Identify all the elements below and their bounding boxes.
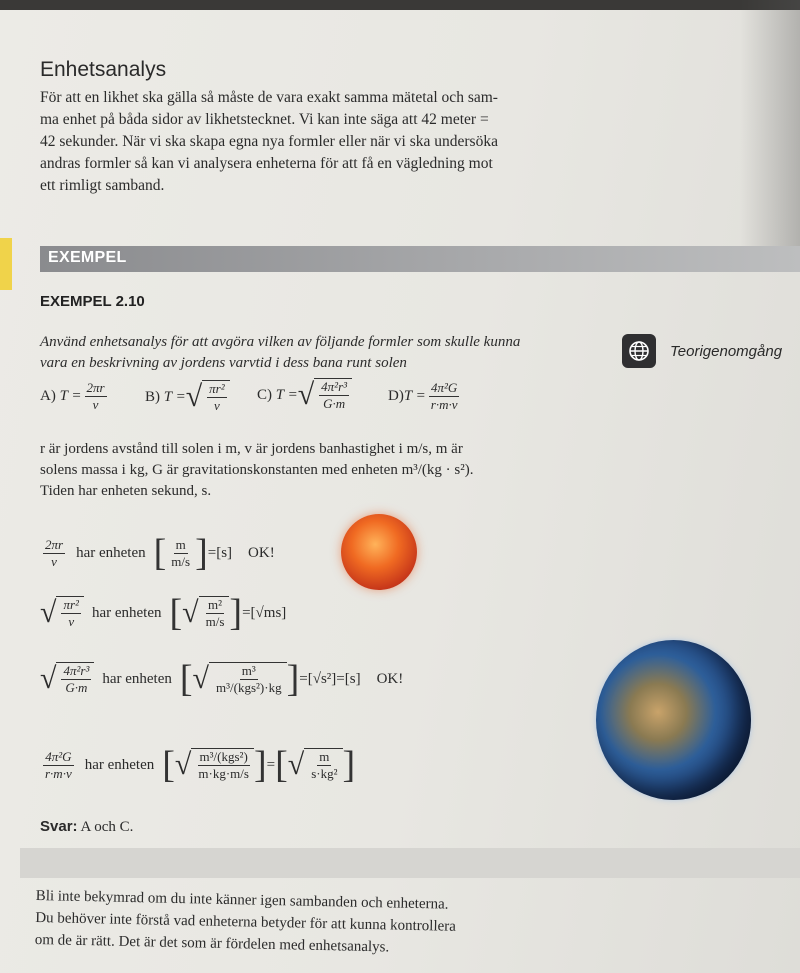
row-a-unit	[169, 537, 192, 570]
has-unit-text: har enheten	[76, 544, 146, 561]
fraction-denominator: G·m	[323, 396, 346, 411]
fraction-numerator: 2πr	[86, 380, 105, 395]
example-task	[40, 332, 560, 374]
option-c-lhs: T =	[275, 386, 298, 403]
fraction-numerator: m³	[241, 663, 256, 678]
unit-analysis-row-a: $\frac{2\pi r}{v}$ har enheten [ $\frac{m}{m/s}$ ] = [s] OK!	[45, 532, 275, 574]
intro-line: För att en likhet ska gälla så måste de vara exakt samma mätetal och sam-	[40, 89, 498, 106]
fraction-numerator: m²	[208, 597, 223, 612]
fraction-denominator: m/s	[171, 553, 191, 569]
row-b-result: [√ms]	[250, 604, 287, 621]
unit-analysis-row-b: √ $\frac{\text{πr²}}{v}$ har enheten [ √ $\frac{\text{m²}}{m/s}$ ] = [√ms]	[40, 592, 287, 634]
row-c-sqrt: √ $\frac{\text{4π²r³}}{G\cdot m}$	[40, 662, 94, 696]
row-d-result-sqrt: √ $\frac{m}{\text{s·kg²}}$	[288, 748, 343, 782]
has-unit-text: har enheten	[102, 670, 172, 687]
section-heading: Enhetsanalys	[40, 58, 167, 81]
fraction-denominator: r·m·v	[430, 397, 458, 412]
footer-note	[35, 885, 556, 962]
row-a-ok: OK!	[248, 544, 275, 561]
globe-icon	[622, 334, 656, 368]
fraction-denominator: v	[68, 614, 75, 629]
option-d-label: D)	[388, 388, 404, 404]
answer-label: Svar:	[40, 818, 78, 835]
row-d-unit-sqrt: √ $\frac{\text{m³/(kgs²)}}{m\cdot kg\cdot m/s}$	[175, 748, 254, 782]
fraction-numerator: 2πr	[45, 536, 64, 552]
row-b-expression	[61, 597, 80, 630]
has-unit-text: har enheten	[91, 604, 162, 621]
row-c-intermediate: [√s²]	[307, 670, 337, 687]
row-b-unit	[204, 597, 227, 630]
fraction-numerator: m³/(kgs²)	[199, 749, 248, 764]
fraction-numerator: m	[175, 536, 186, 552]
option-b-label: B)	[145, 388, 160, 405]
option-c-sqrt: √ $\frac{\text{4π²r³}}{G\cdot m}$	[298, 378, 352, 412]
row-c-ok: OK!	[376, 670, 404, 687]
fraction-numerator: 4π²G	[430, 380, 458, 395]
task-line: vara en beskrivning av jordens varvtid i dess bana runt solen	[40, 355, 407, 371]
row-c-expression	[61, 663, 91, 696]
earth-image	[596, 640, 751, 800]
option-a	[40, 380, 110, 413]
option-c-label: C)	[257, 386, 272, 403]
definition-line: Tiden har enheten sekund, s.	[40, 483, 212, 499]
option-b-lhs: T =	[163, 388, 186, 405]
option-b-fraction	[207, 381, 226, 414]
fraction-numerator: m	[319, 749, 330, 764]
fraction-denominator: v	[51, 553, 57, 569]
task-line: Använd enhetsanalys för att avgöra vilken av följande formler som skulle kunna	[40, 334, 521, 350]
row-a-expression	[43, 537, 65, 570]
fraction-numerator: πr²	[63, 597, 79, 612]
unit-analysis-row-d: $\frac{\text{4π²G}}{r\cdot m\cdot v}$ har enheten [ √ $\frac{\text{m³/(kgs²)}}{m\cdot kg\cdot m/s}$ ] = [ √ $\frac{m}{\text{s·kg²}}$ ]	[45, 744, 356, 786]
option-a-label: A)	[40, 388, 56, 404]
option-d	[388, 380, 463, 413]
fraction-denominator: m·kg·m/s	[198, 766, 249, 781]
example-banner-label: EXEMPEL	[48, 249, 127, 266]
row-d-result	[309, 749, 339, 782]
option-d-fraction	[429, 380, 460, 413]
intro-line: ma enhet på båda sidor av likhetstecknet. Vi kan inte säga att 42 meter =	[40, 111, 489, 128]
theory-label: Teorigenomgång	[670, 342, 783, 360]
answer-value: A och C.	[80, 819, 134, 835]
definition-line: r är jordens avstånd till solen i m, v är jordens banhastighet i m/s, m är	[40, 441, 463, 457]
theory-link[interactable]	[622, 334, 782, 368]
yellow-margin-tab	[0, 238, 12, 290]
intro-line: 42 sekunder. När vi ska skapa egna nya formler eller när vi ska undersöka	[40, 133, 498, 150]
definition-line: solens massa i kg, G är gravitationskonstanten med enheten m³/(kg · s²).	[40, 462, 474, 478]
row-b-sqrt: √ $\frac{\text{πr²}}{v}$	[40, 596, 84, 630]
row-a-result: [s]	[216, 544, 233, 561]
option-a-lhs: T =	[59, 388, 82, 404]
option-c-fraction	[319, 379, 349, 412]
fraction-denominator: v	[214, 398, 220, 413]
option-d-lhs: T =	[403, 388, 426, 404]
unit-analysis-row-c: √ $\frac{\text{4π²r³}}{G\cdot m}$ har enheten [ √ $\frac{\text{m³}}{\text{m³/(kgs²)·kg}}$ ] = [√s²] = [s] OK!	[40, 658, 404, 700]
option-a-fraction	[85, 380, 107, 413]
fraction-numerator: 4π²r³	[321, 379, 348, 394]
intro-paragraph	[40, 87, 550, 197]
page-fold-shadow	[740, 0, 800, 260]
fraction-denominator: v	[92, 397, 99, 412]
row-b-unit-sqrt: √ $\frac{\text{m²}}{m/s}$	[182, 596, 229, 630]
variable-definitions	[40, 439, 580, 502]
example-title: EXEMPEL 2.10	[40, 293, 145, 310]
has-unit-text: har enheten	[84, 756, 155, 773]
fraction-denominator: r·m·v	[45, 765, 72, 781]
option-b	[145, 380, 230, 414]
fraction-denominator: m³/(kgs²)·kg	[216, 680, 282, 695]
sun-image	[341, 514, 417, 590]
answer	[40, 818, 133, 836]
fraction-numerator: πr²	[209, 381, 225, 396]
note-line: Bli inte bekymrad om du inte känner igen sambanden och enheterna.	[35, 887, 449, 913]
row-d-expression	[43, 749, 74, 782]
row-c-unit-sqrt: √ $\frac{\text{m³}}{\text{m³/(kgs²)·kg}}$	[193, 662, 287, 696]
page-edge-shadow	[0, 0, 800, 10]
fraction-numerator: 4π²r³	[63, 663, 90, 678]
fraction-denominator: s·kg²	[311, 766, 338, 781]
option-b-sqrt: √ $\frac{\text{πr²}}{v}$	[186, 380, 230, 414]
option-c	[257, 378, 352, 412]
intro-line: ett rimligt samband.	[40, 177, 165, 194]
section-divider-band	[20, 848, 800, 878]
row-d-unit	[196, 749, 251, 782]
note-line: Du behöver inte förstå vad enheterna betyder för att kunna kontrollera	[35, 909, 457, 935]
row-c-result: [s]	[344, 670, 361, 687]
fraction-denominator: m/s	[205, 614, 225, 629]
note-line: om de är rätt. Det är det som är fördelen med enhetsanalys.	[34, 931, 390, 956]
example-banner	[40, 246, 800, 272]
intro-line: andras formler så kan vi analysera enheterna för att få en vägledning mot	[40, 155, 493, 172]
fraction-numerator: 4π²G	[45, 748, 72, 764]
fraction-denominator: G·m	[65, 680, 88, 695]
row-c-unit	[214, 663, 284, 696]
